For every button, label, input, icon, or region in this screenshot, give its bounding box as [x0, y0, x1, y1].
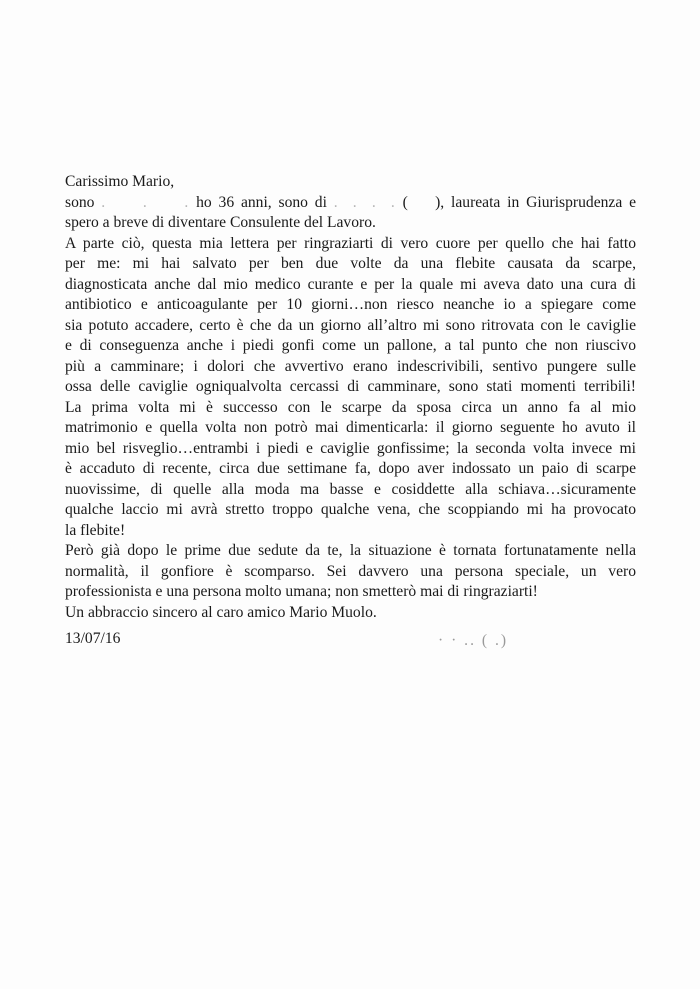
letter-date: 13/07/16 [65, 630, 121, 647]
redacted-place: . . . . [333, 193, 396, 211]
intro-line-1 [65, 193, 636, 214]
redacted-signature: · · .. ( .) [438, 632, 509, 649]
intro-age: ho 36 anni, sono di [196, 193, 327, 211]
paragraph-line: nuovissime, di quelle alla moda ma basse e cosiddette alla schiava…sicuramente [65, 480, 636, 498]
paragraph-line: ossa delle caviglie ogniqualvolta cercassi di camminare, sono stati momenti terribili! [65, 378, 636, 395]
paragraph-line: mio bel risveglio…entrambi i piedi e caviglie gonfissime; la seconda volta invece mi [65, 439, 636, 457]
redacted-name: . . . [101, 193, 190, 211]
paragraph-line: per me: mi hai salvato per ben due volte da una flebite causata da scarpe, [65, 255, 636, 272]
salutation: Carissimo Mario, [65, 173, 175, 190]
paragraph-line: matrimonio e quella volta non potrò mai dimenticarla: il giorno seguente ho avuto il [65, 419, 636, 436]
redacted-province-open: ( [402, 193, 408, 211]
paragraph-line: La prima volta mi è successo con le scarpe da sposa circa un anno fa al mio [65, 398, 636, 416]
paragraph-2 [65, 398, 636, 542]
paragraph-line: antibiotico e anticoagulante per 10 giorni…non riesco neanche io a spiegare come [65, 296, 636, 313]
paragraph-line: più a camminare; i dolori che avvertivo erano indescrivibili, sentivo pungere sulle [65, 357, 636, 375]
intro-degree: laureata in Giurisprudenza e [451, 193, 636, 211]
paragraph-line: è accaduto di recente, circa due settimane fa, dopo aver indossato un paio di scarpe [65, 460, 636, 477]
intro-line-2: spero a breve di diventare Consulente del Lavoro. [65, 214, 376, 231]
paragraph-line: la flebite! [65, 521, 126, 539]
paragraph-3 [65, 541, 636, 603]
paragraph-line: sia potuto accadere, certo è che da un giorno all’altro mi sono ritrovata con le caviglie [65, 316, 636, 334]
paragraph-line: e di conseguenza anche i piedi gonfi come un pallone, a tal punto che non riuscivo [65, 337, 636, 354]
paragraph-line: diagnosticata anche dal mio medico curante e per la quale mi aveva dato una cura di [65, 275, 636, 293]
closing: Un abbraccio sincero al caro amico Mario Muolo. [65, 603, 377, 621]
paragraph-line: professionista e una persona molto umana; non smetterò mai di ringraziarti! [65, 583, 538, 600]
paragraph-1 [65, 234, 636, 398]
intro-sono: sono [65, 193, 95, 211]
paragraph-line: Però già dopo le prime due sedute da te, la situazione è tornata fortunatamente nella [65, 542, 636, 559]
letter-body [65, 172, 636, 623]
intro-close: ), [435, 193, 445, 211]
paragraph-line: normalità, il gonfiore è scomparso. Sei davvero una persona speciale, un vero [65, 562, 636, 580]
paragraph-line: qualche laccio mi avrà stretto troppo qualche vena, che scoppiando mi ha provocato [65, 501, 636, 518]
paragraph-line: A parte ciò, questa mia lettera per ringraziarti di vero cuore per quello che hai fatto [65, 234, 636, 252]
